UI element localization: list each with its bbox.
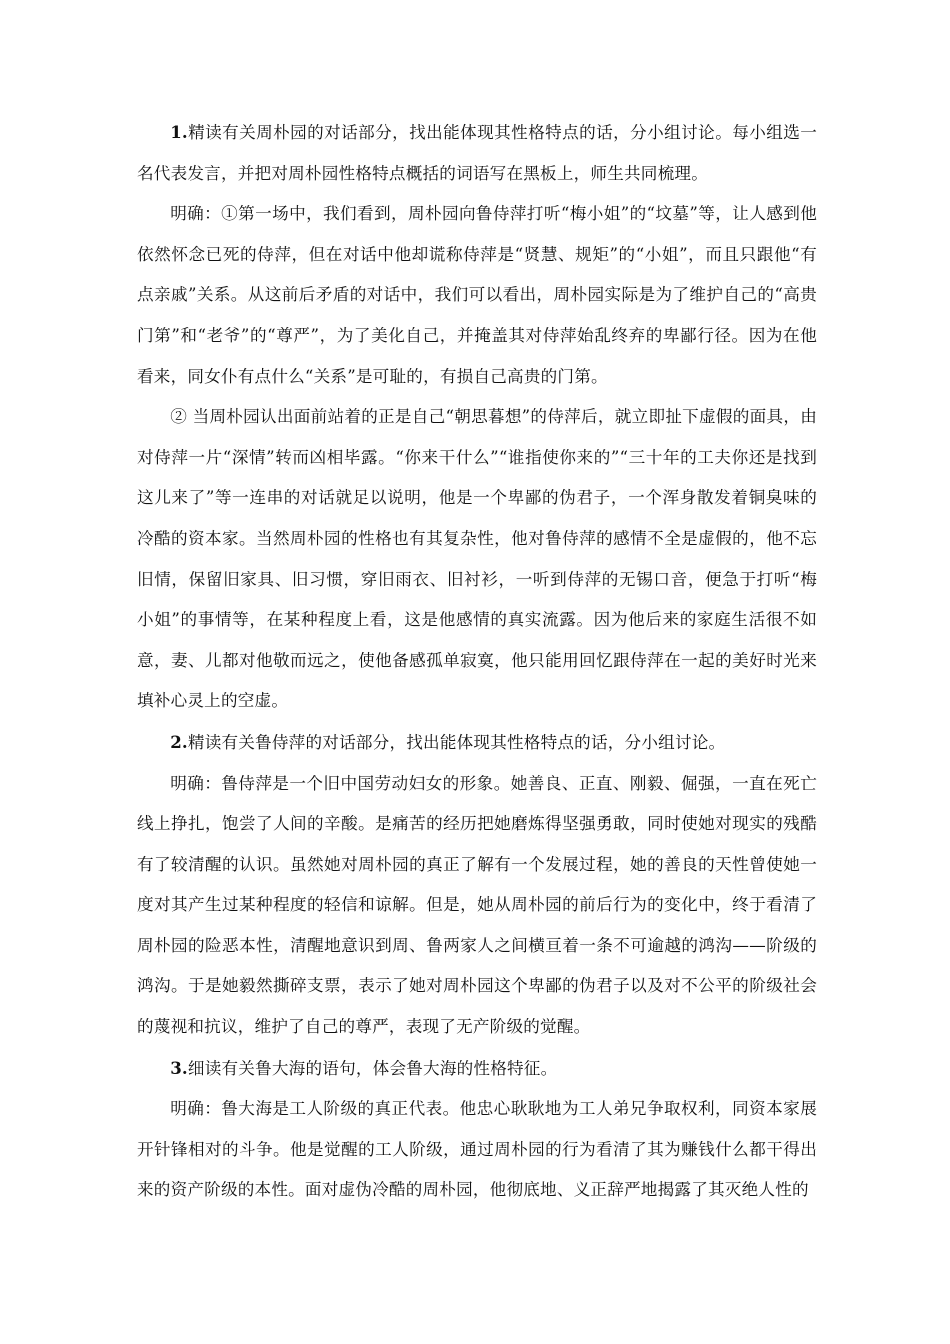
question-3-number: 3. [170,1057,188,1078]
answer-2-paragraph: 明确：鲁侍萍是一个旧中国劳动妇女的形象。她善良、正直、刚毅、倔强，一直在死亡线上挣扎，饱尝了人间的辛酸。是痛苦的经历把她磨炼得坚强勇敢，同时使她对现实的残酷有了较清醒的认识。虽然她对周朴园的真正了解有一个发展过程，她的善良的天性曾使她一度对其产生过某种程度的轻信和谅解。但是，她从周朴园的前后行为的变化中，终于看清了周朴园的险恶本性，清醒地意识到周、鲁两家人之间横亘着一条不可逾越的鸿沟——阶级的鸿沟。于是她毅然撕碎支票，表示了她对周朴园这个卑鄙的伪君子以及对不公平的阶级社会的蔑视和抗议，维护了自己的尊严，表现了无产阶级的觉醒。 [137,773,817,1037]
question-2-number: 2. [170,731,188,752]
answer-3-paragraph: 明确：鲁大海是工人阶级的真正代表。他忠心耿耿地为工人弟兄争取权利，同资本家展开针锋相对的斗争。他是觉醒的工人阶级，通过周朴园的行为看清了其为赚钱什么都干得出来的资产阶级的本性。面对虚伪冷酷的周朴园，他彻底地、义正辞严地揭露了其灭绝人性的 [137,1099,817,1200]
question-2 [137,722,817,764]
question-1-text: 精读有关周朴园的对话部分，找出能体现其性格特点的话，分小组讨论。每小组选一名代表发言，并把对周朴园性格特点概括的词语写在黑板上，师生共同梳理。 [137,123,817,183]
document-body [137,112,817,1211]
answer-1-paragraph-1: 明确：①第一场中，我们看到，周朴园向鲁侍萍打听“梅小姐”的“坟墓”等，让人感到他依然怀念已死的侍萍，但在对话中他却谎称侍萍是“贤慧、规矩”的“小姐”，而且只跟他“有点亲戚”关系。从这前后矛盾的对话中，我们可以看出，周朴园实际是为了维护自己的“高贵门第”和“老爷”的“尊严”，为了美化自己，并掩盖其对侍萍始乱终弃的卑鄙行径。因为在他看来，同女仆有点什么“关系”是可耻的，有损自己高贵的门第。 [137,204,817,386]
question-3-text: 细读有关鲁大海的语句，体会鲁大海的性格特征。 [187,1058,558,1078]
question-1 [137,112,817,194]
question-2-text: 精读有关鲁侍萍的对话部分，找出能体现其性格特点的话，分小组讨论。 [187,732,726,752]
answer-1-paragraph-2: ② 当周朴园认出面前站着的正是自己“朝思暮想”的侍萍后，就立即扯下虚假的面具，由对侍萍一片“深情”转而凶相毕露。“你来干什么”“谁指使你来的”“三十年的工夫你还是找到这儿来了”等一连串的对话就足以说明，他是一个卑鄙的伪君子，一个浑身散发着铜臭味的冷酷的资本家。当然周朴园的性格也有其复杂性，他对鲁侍萍的感情不全是虚假的，他不忘旧情，保留旧家具、旧习惯，穿旧雨衣、旧衬衫，一听到侍萍的无锡口音，便急于打听“梅小姐”的事情等，在某种程度上看，这是他感情的真实流露。因为他后来的家庭生活很不如意，妻、儿都对他敬而远之，使他备感孤单寂寞，他只能用回忆跟侍萍在一起的美好时光来填补心灵上的空虚。 [137,407,817,711]
question-1-number: 1. [170,122,188,142]
question-3 [137,1048,817,1090]
